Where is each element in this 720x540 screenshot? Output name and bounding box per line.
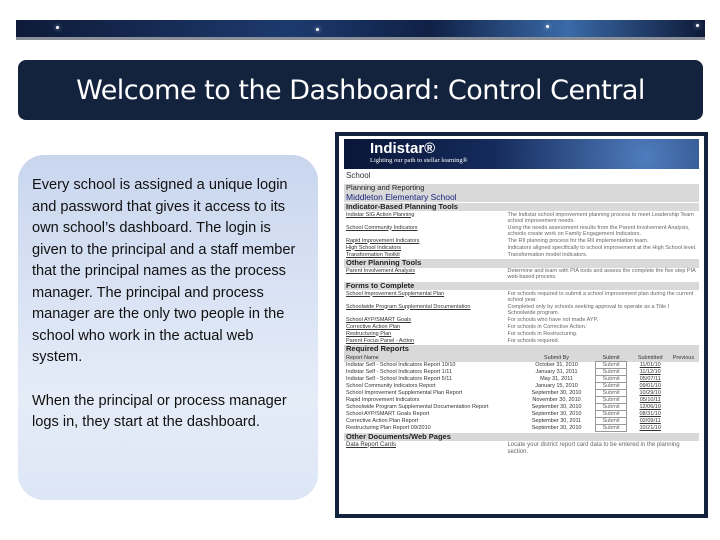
doc-link[interactable]: Data Report Cards <box>346 441 397 448</box>
tool-description: The Indistar school improvement planning process to meet Leadership Team school improvement needs. <box>507 211 694 224</box>
tool-link[interactable]: Parent Focus Panel - Action <box>346 337 415 344</box>
table-row <box>344 418 699 425</box>
submitted-date[interactable]: 11/12/10 <box>639 369 661 375</box>
submitted-date[interactable]: 12/06/10 <box>639 404 661 410</box>
submit-button[interactable]: Submit <box>595 396 626 404</box>
submitted-date[interactable]: 10/21/10 <box>639 425 661 431</box>
tool-description: Indicators aligned specifically to school improvement at the High School level. <box>507 244 697 251</box>
indistar-logo: Indistar® Lighting our path to stellar learning® <box>344 139 699 169</box>
other-docs-header: Other Documents/Web Pages <box>344 433 699 442</box>
tool-description: Using the needs assessment results from the Parent Involvement Analysis, schools create work on Family Engagement Indicators. <box>507 224 690 237</box>
tool-link[interactable]: School Improvement Supplemental Plan <box>346 290 445 297</box>
report-name: Corrective Action Plan Report <box>346 418 419 424</box>
submit-by: May 31, 2011 <box>540 376 573 382</box>
submitted-date[interactable]: 11/01/10 <box>639 362 661 368</box>
reports-table <box>344 354 699 432</box>
column-header: Report Name <box>344 354 524 362</box>
table-row <box>344 397 699 404</box>
report-name: Indistar Self - School Indicators Report 10/10 <box>346 362 456 368</box>
submit-by: November 30, 2010 <box>532 397 581 403</box>
submit-by: January 15, 2010 <box>535 383 578 389</box>
section-label: Planning and Reporting <box>344 184 699 193</box>
tool-link[interactable]: Rapid Improvement Indicators <box>346 237 420 244</box>
submit-button[interactable]: Submit <box>595 424 626 432</box>
tool-description: Transformation model indicators. <box>507 251 588 258</box>
tool-description: For schools required to submit a school improvement plan during the current school year. <box>507 290 694 303</box>
submit-button[interactable]: Submit <box>595 403 626 411</box>
submit-button[interactable]: Submit <box>595 417 626 425</box>
report-name: Rapid Improvement Indicators <box>346 397 420 403</box>
list-item <box>344 224 699 237</box>
tool-description: Determine and learn with PIA tools and assess the complete the five step PIA web-based process. <box>507 268 696 280</box>
tool-link[interactable]: Corrective Action Plan <box>346 323 401 330</box>
list-item <box>344 251 699 258</box>
submitted-date[interactable]: 02/09/11 <box>639 418 661 424</box>
list-item <box>344 290 699 303</box>
school-name: Middleton Elementary School <box>344 193 699 202</box>
list-item <box>344 316 699 323</box>
report-name: School AYP/SMART Goals Report <box>346 411 430 417</box>
list-item <box>344 211 699 224</box>
submit-by: September 30, 2010 <box>531 390 582 396</box>
tool-link[interactable]: Parent Involvement Analysis <box>346 268 416 274</box>
report-name: School Improvement Supplemental Plan Report <box>346 390 463 396</box>
list-item <box>344 337 699 344</box>
submit-by: September 30, 2010 <box>531 404 582 410</box>
page-label: School <box>346 171 371 180</box>
section-header: Indicator-Based Planning Tools <box>344 203 699 212</box>
table-row <box>344 376 699 383</box>
list-item <box>344 303 699 316</box>
report-name: Restructuring Plan Report 09/2010 <box>346 425 431 431</box>
tool-link[interactable]: Transformation Toolkit <box>346 251 400 258</box>
doc-description: Locate your district report card data to be entered in the planning section. <box>507 441 680 455</box>
column-header: Submitted <box>633 354 668 362</box>
paragraph: Every school is assigned a unique login and password that gives it access to its own school’s dashboard. The login is given to the principal and a staff member that the principal names as the process manager. The principal and process manager are the only two people in the school who work in the actual web system. <box>32 177 296 365</box>
report-name: School Community Indicators Report <box>346 383 436 389</box>
submit-button[interactable]: Submit <box>595 361 626 369</box>
submitted-date[interactable]: 05/07/11 <box>639 376 661 382</box>
tool-description: For schools required. <box>507 337 560 344</box>
dashboard-screenshot <box>335 132 708 518</box>
submit-by: October 31, 2010 <box>535 362 578 368</box>
table-row <box>344 383 699 390</box>
submitted-date[interactable]: 10/29/10 <box>639 390 661 396</box>
tool-description: The RII planning process for the RII implementation team. <box>507 237 649 244</box>
submitted-date[interactable]: 05/10/11 <box>639 397 661 403</box>
submit-button[interactable]: Submit <box>595 368 626 376</box>
submit-by: September 30, 2010 <box>531 411 582 417</box>
submit-by: January 31, 2011 <box>535 369 578 375</box>
report-name: Indistar Self - School Indicators Report 1/11 <box>346 369 452 375</box>
list-item <box>344 268 699 281</box>
submitted-date[interactable]: 09/01/10 <box>639 383 661 389</box>
table-row <box>344 425 699 432</box>
column-header: Submit <box>590 354 633 362</box>
report-name: Indistar Self - School Indicators Report 5/11 <box>346 376 452 382</box>
table-row <box>344 362 699 369</box>
column-header: Submit By <box>524 354 590 362</box>
submit-button[interactable]: Submit <box>595 410 626 418</box>
tool-link[interactable]: Schoolwide Program Supplemental Documentation <box>346 303 471 310</box>
column-header: Previous <box>668 354 699 362</box>
tool-description: For schools in Corrective Action. <box>507 323 587 330</box>
submit-by: September 30, 2011 <box>531 418 582 424</box>
submit-button[interactable]: Submit <box>595 389 626 397</box>
submit-by: September 30, 2010 <box>531 425 582 431</box>
list-item <box>344 244 699 251</box>
submit-button[interactable]: Submit <box>595 375 626 383</box>
table-row <box>344 369 699 376</box>
table-row <box>344 390 699 397</box>
description-box <box>18 155 318 500</box>
paragraph: When the principal or process manager logs in, they start at the dashboard. <box>32 392 287 430</box>
list-item <box>344 323 699 330</box>
list-item <box>344 441 699 456</box>
tool-description: For schools who have not made AYP. <box>507 316 599 323</box>
decorative-banner <box>16 20 705 40</box>
slide-title: Welcome to the Dashboard: Control Central <box>18 60 703 120</box>
tool-link[interactable]: Indistar SIG Action Planning <box>346 211 415 218</box>
tool-link[interactable]: Restructuring Plan <box>346 330 392 337</box>
tool-link[interactable]: High School Indicators <box>346 244 402 251</box>
tool-link[interactable]: School Community Indicators <box>346 224 418 231</box>
table-row <box>344 404 699 411</box>
section-header: Forms to Complete <box>344 282 699 291</box>
list-item <box>344 237 699 244</box>
tool-description: For schools in Restructuring. <box>507 330 578 337</box>
submit-button[interactable]: Submit <box>595 382 626 390</box>
list-item <box>344 330 699 337</box>
section-header: Other Planning Tools <box>344 259 699 268</box>
submitted-date[interactable]: 08/31/10 <box>639 411 661 417</box>
tool-link[interactable]: School AYP/SMART Goals <box>346 316 412 323</box>
report-name: Schoolwide Program Supplemental Documentation Report <box>346 404 489 410</box>
tool-description: Completed only by schools seeking approval to operate as a Title I Schoolwide program. <box>507 303 670 316</box>
table-row <box>344 411 699 418</box>
reports-header: Required Reports <box>344 345 699 354</box>
